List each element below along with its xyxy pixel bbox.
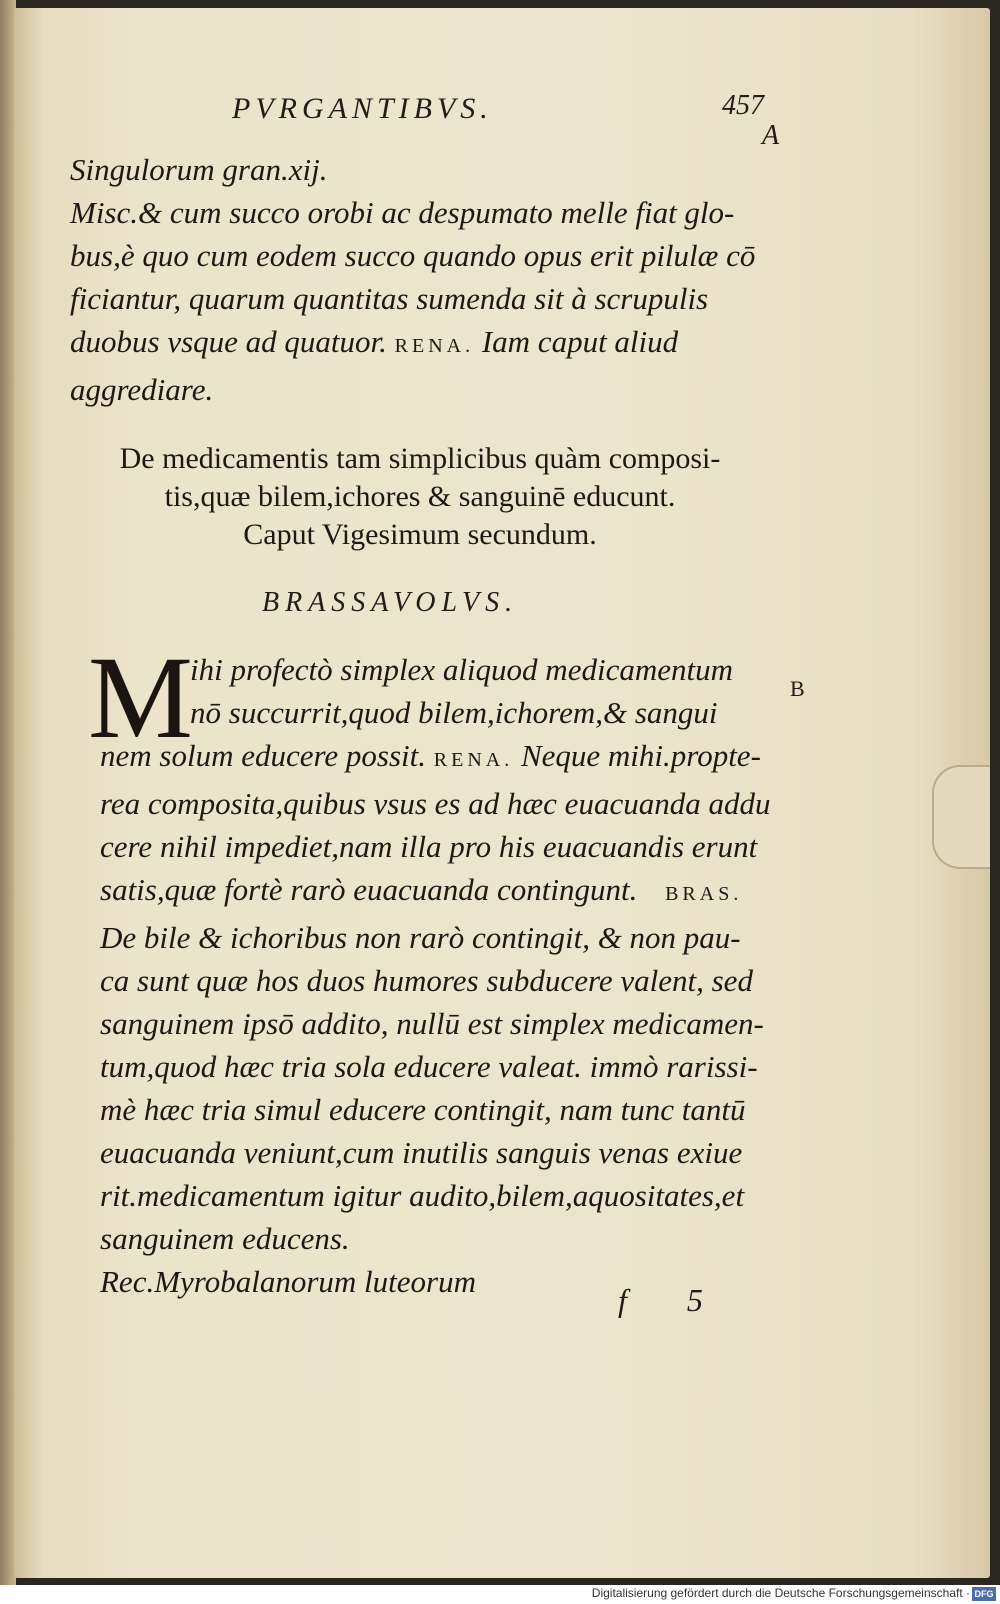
text-line: Singulorum gran.xij.: [70, 152, 328, 187]
text-segment: Neque mihi.propte-: [520, 738, 761, 773]
text-line: ihi profectò simplex aliquod medicamentum: [190, 652, 733, 687]
margin-letter-a: A: [762, 120, 780, 151]
text-segment: duobus vsque ad quatuor.: [70, 324, 387, 359]
opening-text: [70, 148, 795, 411]
text-line: cere nihil impediet,nam illa pro his euacuandis erunt: [100, 829, 758, 864]
body-text: [100, 648, 800, 1303]
text-line: sanguinem educens.: [100, 1221, 350, 1256]
text-line: nō succurrit,quod bilem,ichorem,& sangui: [190, 695, 718, 730]
credit-bar: [0, 1585, 1000, 1604]
text-line: [100, 734, 800, 782]
text-segment: Iam caput aliud: [481, 324, 679, 359]
running-title: PVRGANTIBVS.: [232, 92, 493, 125]
text-line: De bile & ichoribus non rarò contingit, & non pau-: [100, 920, 741, 955]
signature-mark: f 5: [618, 1282, 729, 1318]
heading-line: tis,quæ bilem,ichores & sanguinē educunt.: [164, 480, 676, 513]
speaker-abbrev: RENA.: [433, 749, 514, 771]
page-clip: [932, 765, 990, 869]
text-line: rit.medicamentum igitur audito,bilem,aquositates,et: [100, 1178, 745, 1213]
text-line: Rec.Myrobalanorum luteorum: [100, 1264, 476, 1299]
text-line: ca sunt quæ hos duos humores subducere valent, sed: [100, 963, 753, 998]
text-line: sanguinem ipsō addito, nullū est simplex medicamen-: [100, 1006, 764, 1041]
text-line: aggrediare.: [70, 372, 214, 407]
page-number: 457: [722, 90, 764, 121]
text-line: [100, 868, 800, 916]
text-line: mè hæc tria simul educere contingit, nam tunc tantū: [100, 1092, 746, 1127]
text-segment: satis,quæ fortè rarò euacuanda contingunt.: [100, 872, 638, 907]
text-line: ficiantur, quarum quantitas sumenda sit à scrupulis: [70, 281, 709, 316]
page-header: [232, 92, 792, 132]
heading-line: Caput Vigesimum secundum.: [243, 518, 597, 551]
text-line: [70, 320, 795, 368]
speaker-abbrev: BRAS.: [665, 883, 743, 905]
text-line: Misc.& cum succo orobi ac despumato melle fiat glo-: [70, 195, 735, 230]
drop-cap: M: [88, 632, 193, 763]
text-line: tum,quod hæc tria sola educere valeat. immò rarissi-: [100, 1049, 758, 1084]
credit-text: Digitalisierung gefördert durch die Deutsche Forschungsgemeinschaft ·: [591, 1586, 970, 1600]
dfg-logo-icon: DFG: [972, 1587, 996, 1601]
chapter-heading: [70, 440, 770, 554]
margin-letter-b: B: [790, 676, 805, 701]
speaker-heading: BRASSAVOLVS.: [262, 587, 519, 618]
heading-line: De medicamentis tam simplicibus quàm composi-: [119, 442, 721, 475]
text-line: bus,è quo cum eodem succo quando opus erit pilulæ cō: [70, 238, 756, 273]
text-line: rea composita,quibus vsus es ad hæc euacuanda addu: [100, 786, 771, 821]
speaker-abbrev: RENA.: [394, 335, 475, 357]
text-line: euacuanda veniunt,cum inutilis sanguis venas exiue: [100, 1135, 743, 1170]
text-segment: nem solum educere possit.: [100, 738, 427, 773]
